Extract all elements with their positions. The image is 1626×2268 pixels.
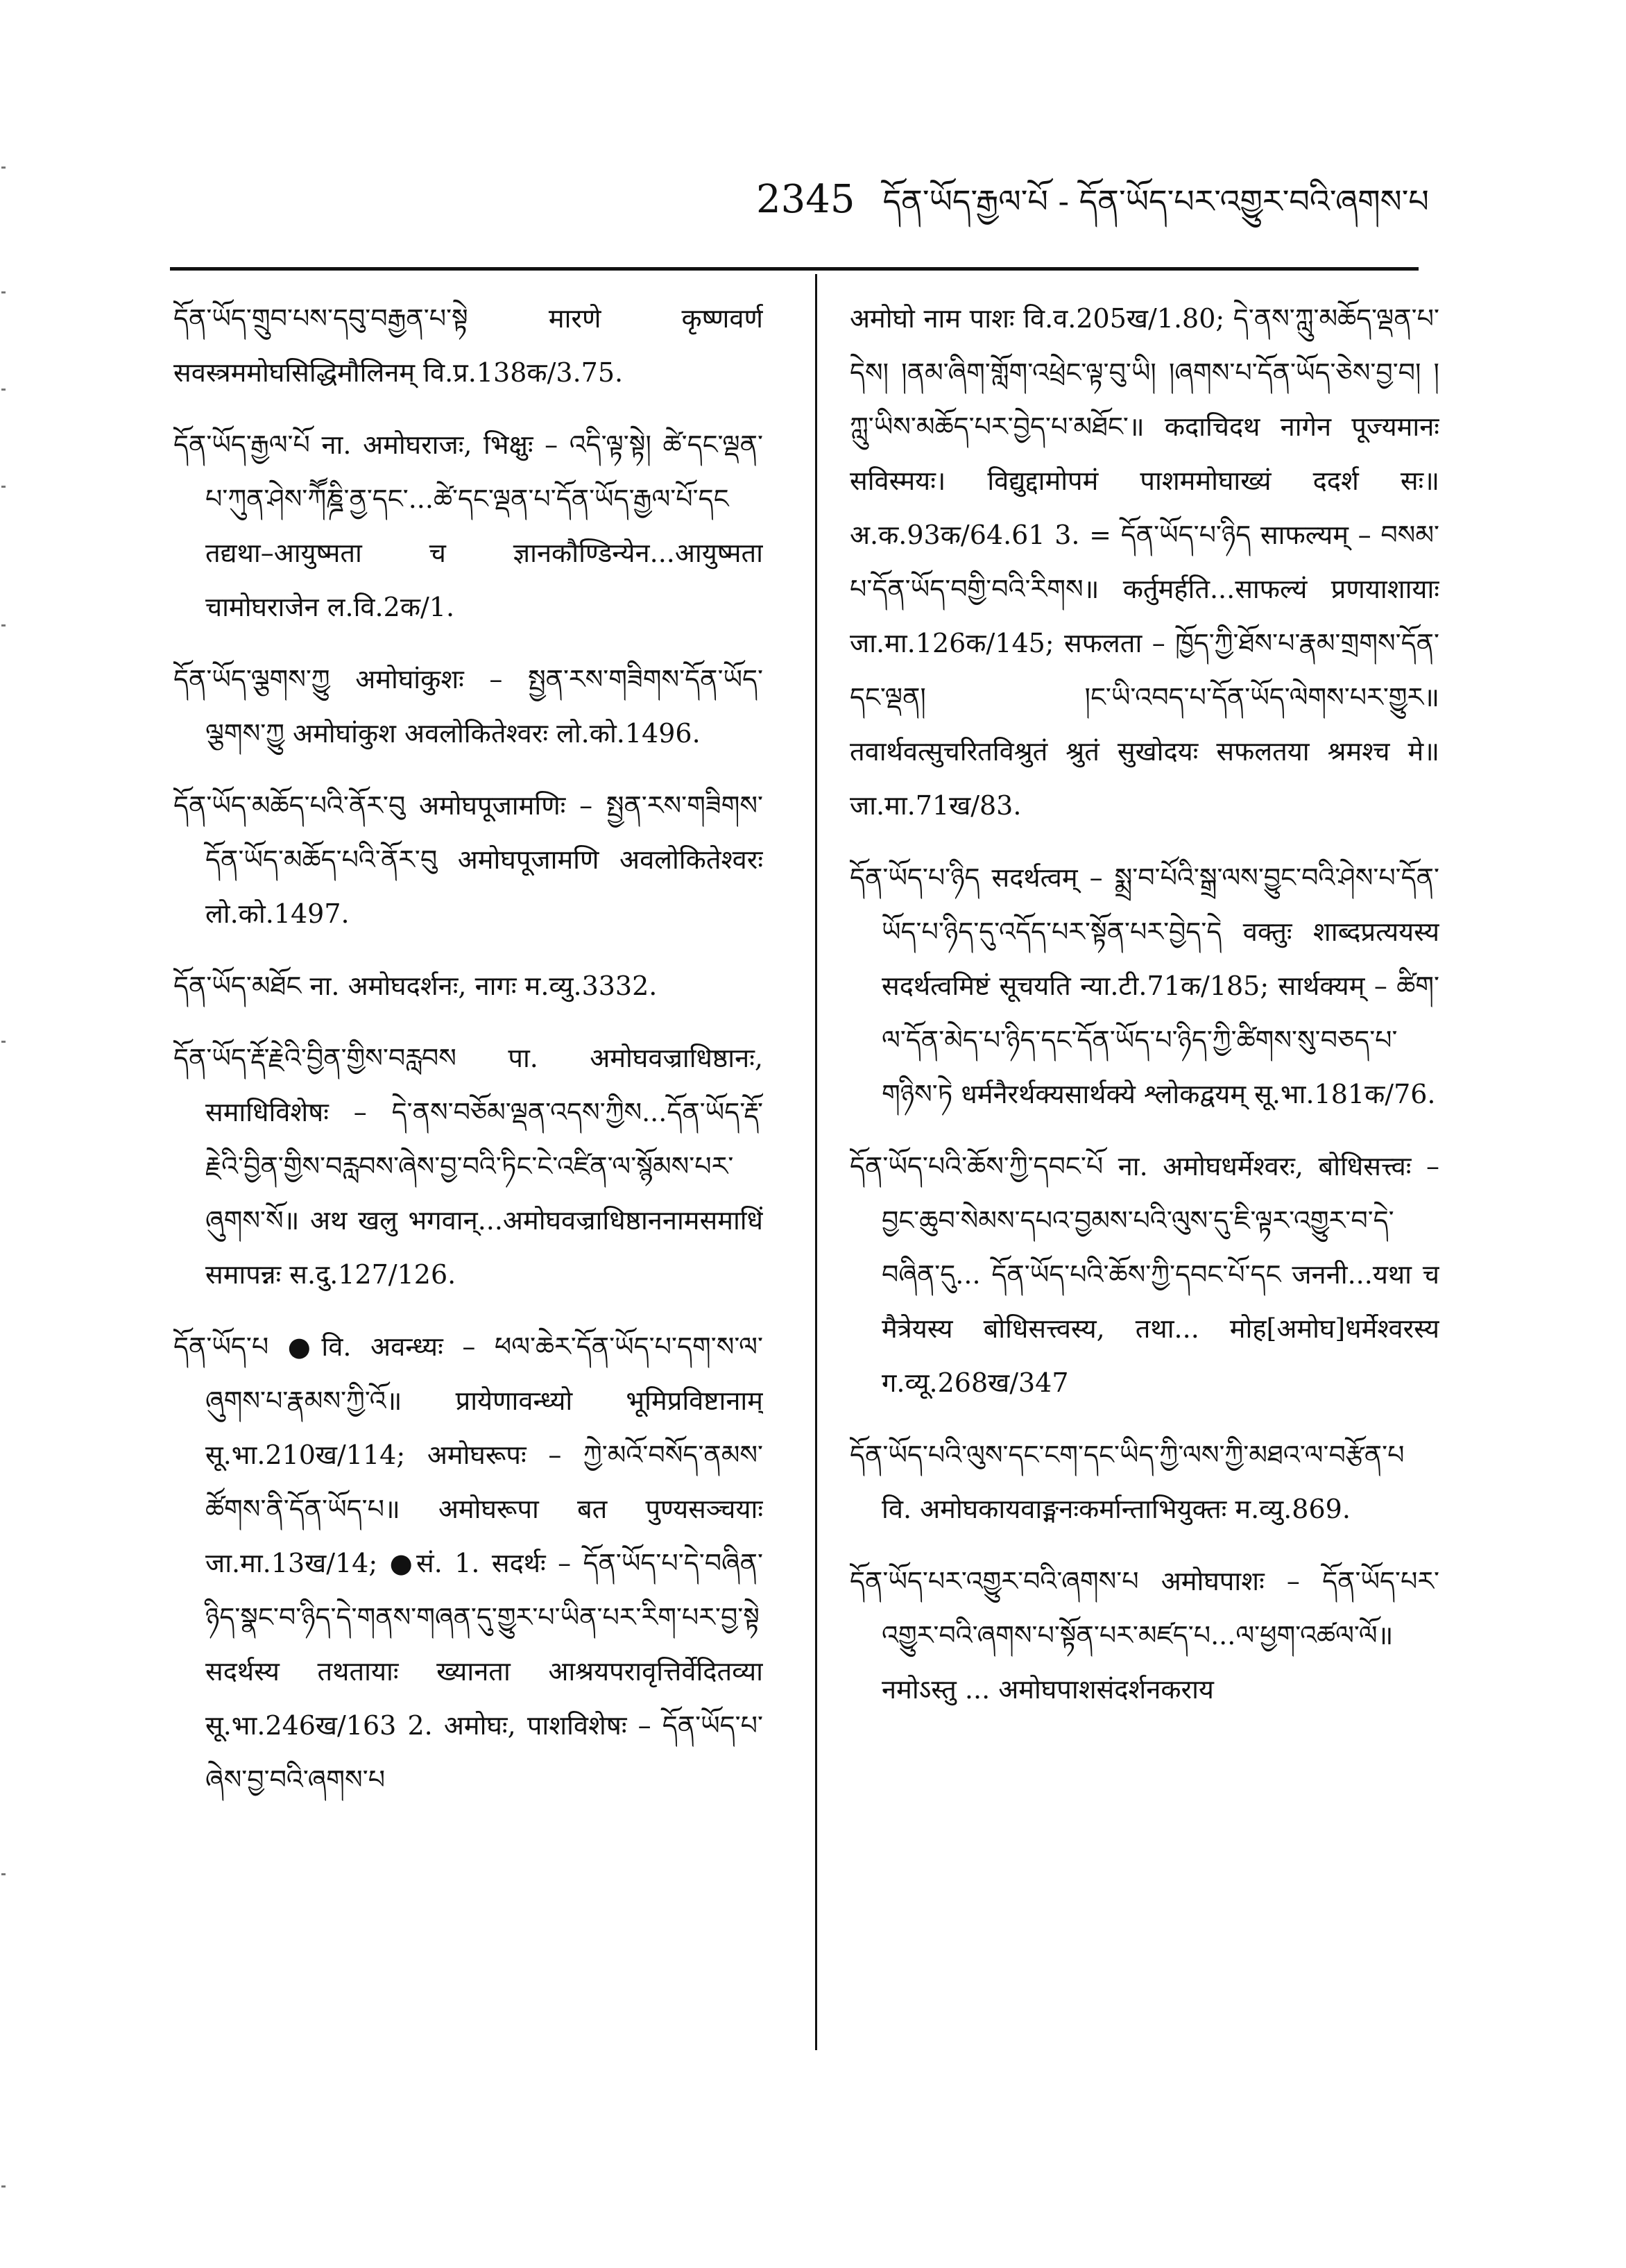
dictionary-entry: अमोघो नाम पाशः वि.व.205ख/1.80; དེ་ནས་ཀླུ་མཆོད་ལྡན་པ་དེས། །ནམ་ཞིག་གློག་འཕྲེང་ལྟ་བུ་ཡི། །ཞགས་པ་དོན་ཡོད་ཅེས་བྱ་བ། །ཀླུ་ཡིས་མཆོད་པར་བྱེད་པ་མཐོང༌॥ कदाचिदथ नागेन पूज्यमानः सविस्मयः। विद्युद्दामोपमं पाशममोघाख्यं ददर्श सः॥ अ.क.93क/64.61 3. = དོན་ཡོད་པ་ཉིད साफल्यम् – བསམ་པ་དོན་ཡོད་བགྱི་བའི་རིགས॥ कर्तुमर्हति...साफल्यं प्रणयाशायाः जा.मा.126क/145; सफलता – ཁྱོད་ཀྱི་ཐོས་པ་རྣམ་གྲགས་དོན་དང་ལྡན། །ང་ཡི་འབད་པ་དོན་ཡོད་ལེགས་པར་གྱུར॥ तवार्थवत्सुचरितविश्रुतं श्रुतं सुखोदयः सफलतया श्रमश्च मे॥ जा.मा.71ख/83.	[850, 303, 1439, 821]
header-rule	[170, 267, 1419, 271]
dictionary-entry: དོན་ཡོད་རྡོ་རྗེའི་བྱིན་གྱིས་བརླབས पा. अमोघवज्राधिष्ठानः, समाधिविशेषः – དེ་ནས་བཅོམ་ལྡན་འདས་ཀྱིས...དོན་ཡོད་རྡོ་རྗེའི་བྱིན་གྱིས་བརླབས་ཞེས་བྱ་བའི་ཏིང་ངེ་འཛིན་ལ་སྙོམས་པར་ཞུགས་སོ॥ अथ खलु भगवान्...अमोघवज्राधिष्ठाननामसमाधिं समापन्नः स.दु.127/126.	[173, 1043, 763, 1290]
page-edge-marks	[1, 0, 8, 2268]
left-column	[173, 291, 763, 2095]
dictionary-entry: དོན་ཡོད་གྲུབ་པས་དབུ་བརྒྱན་པ་སྟེ मारणे कृष्णवर्ण सवस्त्रममोघसिद्धिमौलिनम् वि.प्र.138क/3.75.	[173, 303, 763, 388]
dictionary-entry: དོན་ཡོད་མཆོད་པའི་ནོར་བུ अमोघपूजामणिः – སྤྱན་རས་གཟིགས་དོན་ཡོད་མཆོད་པའི་ནོར་བུ अमोघपूजामणि अवलोकितेश्वरः लो.को.1497.	[173, 790, 763, 929]
dictionary-entry: དོན་ཡོད་པ་ཉིད सदर्थत्वम् – སྨྲ་བ་པོའི་སྒྲ་ལས་བྱུང་བའི་ཤེས་པ་དོན་ཡོད་པ་ཉིད་དུ་འདོད་པར་སྟོན་པར་བྱེད་དེ वक्तुः शाब्दप्रत्ययस्य सदर्थत्वमिष्टं सूचयति न्या.टी.71क/185; सार्थक्यम् – ཚིག་ལ་དོན་མེད་པ་ཉིད་དང་དོན་ཡོད་པ་ཉིད་ཀྱི་ཚིགས་སུ་བཅད་པ་གཉིས་ཏེ धर्मनैरर्थक्यसार्थक्ये श्लोकद्वयम् सू.भा.181क/76.	[850, 862, 1439, 1109]
page-number: 2345	[756, 177, 855, 222]
dictionary-entry: དོན་ཡོད་མཐོང ना. अमोघदर्शनः, नागः म.व्यु.3332.	[173, 971, 658, 1001]
dictionary-entry: དོན་ཡོད་ལྕགས་ཀྱུ अमोघांकुशः – སྤྱན་རས་གཟིགས་དོན་ཡོད་ལྕགས་ཀྱུ अमोघांकुश अवलोकितेश्वरः लो.को.1496.	[173, 664, 763, 749]
right-column	[850, 291, 1439, 2095]
running-head: དོན་ཡོད་རྒྱལ་པོ - དོན་ཡོད་པར་འགྱུར་བའི་ཞགས་པ	[882, 182, 1429, 220]
page-header	[756, 167, 1429, 243]
dictionary-entry: དོན་ཡོད་པའི་ཆོས་ཀྱི་དབང་པོ ना. अमोघधर्मेश्वरः, बोधिसत्त्वः – བྱང་ཆུབ་སེམས་དཔའ་བྱམས་པའི་ལུས་དུ་ཇི་ལྟར་འགྱུར་བ་དེ་བཞིན་དུ... དོན་ཡོད་པའི་ཆོས་ཀྱི་དབང་པོ་དང जननी...यथा च मैत्रेयस्य बोधिसत्त्वस्य, तथा... मोह[अमोघ]धर्मेश्वरस्य ग.व्यू.268ख/347	[850, 1151, 1439, 1398]
dictionary-entry: དོན་ཡོད་པར་འགྱུར་བའི་ཞགས་པ अमोघपाशः – དོན་ཡོད་པར་འགྱུར་བའི་ཞགས་པ་སྟོན་པར་མཛད་པ...ལ་ཕྱག་འཚལ་ལོ॥ नमोऽस्तु ... अमोघपाशसंदर्शनकराय	[850, 1566, 1439, 1705]
dictionary-entry: དོན་ཡོད་པ ●वि. अवन्ध्यः – ཕལ་ཆེར་དོན་ཡོད་པ་དག་ས་ལ་ཞུགས་པ་རྣམས་ཀྱི་འོ॥ प्रायेणावन्ध्यो भूमिप्रविष्टानाम् सू.भा.210ख/114; अमोघरूपः – ཀྱེ་མའོ་བསོད་ནམས་ཚོགས་ནི་དོན་ཡོད་པ॥ अमोघरूपा बत पुण्यसञ्चयाः जा.मा.13ख/14; ●सं. 1. सदर्थः – དོན་ཡོད་པ་དེ་བཞིན་ཉིད་སྣང་བ་ཉིད་དེ་གནས་གཞན་དུ་གྱུར་པ་ཡིན་པར་རིག་པར་བྱ་སྟེ सदर्थस्य तथतायाः ख्यानता आश्रयपरावृत्तिर्वेदितव्या सू.भा.246ख/163 2. अमोघः, पाशविशेषः – དོན་ཡོད་པ་ཞེས་བྱ་བའི་ཞགས་པ	[173, 1331, 763, 1795]
dictionary-entry: དོན་ཡོད་རྒྱལ་པོ ना. अमोघराजः, भिक्षुः – འདི་ལྟ་སྟེ། ཚེ་དང་ལྡན་པ་ཀུན་ཤེས་ཀཽཎྜི་ནྱ་དང་...ཚེ་དང་ལྡན་པ་དོན་ཡོད་རྒྱལ་པོ་དང तद्यथा–आयुष्मता च ज्ञानकौण्डिन्येन...आयुष्मता चामोघराजेन ल.वि.2क/1.	[173, 429, 763, 622]
column-divider	[815, 274, 817, 2050]
dictionary-entry: དོན་ཡོད་པའི་ལུས་དང་ངག་དང་ཡིད་ཀྱི་ལས་ཀྱི་མཐའ་ལ་བརྩོན་པ वि. अमोघकायवाङ्मनःकर्मान्ताभियुक्तः म.व्यु.869.	[850, 1440, 1405, 1524]
